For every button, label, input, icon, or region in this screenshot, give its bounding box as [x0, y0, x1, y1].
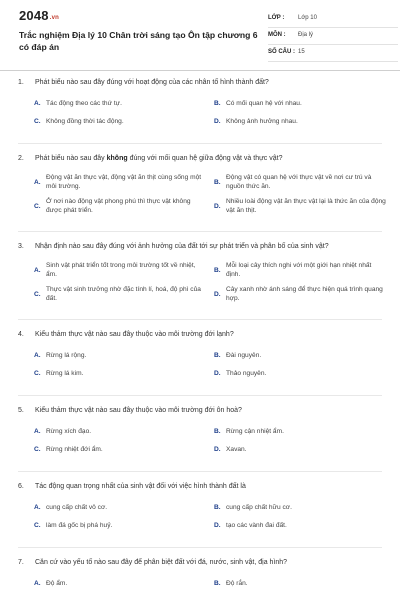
option-letter: C.	[34, 290, 41, 298]
option-text: Xavan.	[226, 445, 247, 453]
question-number: 1.	[18, 79, 24, 86]
question-text	[14, 330, 386, 340]
answer-option-c[interactable]	[34, 285, 206, 303]
option-text: Rừng nhiệt đới ẩm.	[46, 445, 103, 453]
answer-options	[14, 261, 386, 309]
option-text: Nhiều loài động vật ăn thực vật lại là thức ăn của động vật ăn thịt.	[226, 198, 386, 214]
option-text: Độ ẩm.	[46, 579, 68, 587]
answer-options	[14, 173, 386, 221]
answer-options	[14, 577, 386, 595]
option-letter: D.	[214, 369, 221, 377]
option-letter: B.	[214, 503, 221, 511]
meta-value: Địa lý	[298, 32, 314, 38]
question-divider	[18, 547, 382, 548]
answer-option-a[interactable]	[34, 173, 206, 191]
answer-option-b[interactable]	[214, 261, 386, 279]
answer-option-d[interactable]	[214, 197, 386, 215]
question-divider	[18, 395, 382, 396]
question-prompt: Kiểu thảm thực vật nào sau đây thuộc vào môi trường đới ôn hoà?	[35, 407, 242, 414]
prompt-part: đúng với mối quan hệ giữa động vật và thực vật?	[127, 155, 283, 162]
question-number: 4.	[18, 331, 24, 338]
question-text	[14, 78, 386, 88]
question-divider	[18, 319, 382, 320]
answer-option-a[interactable]	[34, 97, 206, 109]
answer-option-a[interactable]	[34, 501, 206, 513]
quiz-meta	[268, 13, 398, 64]
question-text	[14, 558, 386, 568]
question-3	[14, 242, 386, 309]
question-1	[14, 78, 386, 133]
option-letter: A.	[34, 579, 41, 587]
option-text: Rừng lá kim.	[46, 369, 84, 377]
answer-option-d[interactable]	[214, 115, 386, 127]
meta-key: SỐ CÂU :	[268, 49, 295, 55]
question-4	[14, 330, 386, 385]
answer-option-a[interactable]	[34, 261, 206, 279]
answer-option-c[interactable]	[34, 519, 206, 531]
option-letter: D.	[214, 202, 221, 210]
option-text: Có mối quan hệ với nhau.	[226, 99, 302, 107]
header-divider	[0, 70, 400, 71]
answer-option-d[interactable]	[214, 285, 386, 303]
option-text: Động vật có quan hệ với thực vật về nơi cư trú và nguồn thức ăn.	[226, 174, 372, 190]
option-letter: A.	[34, 427, 41, 435]
option-letter: B.	[214, 266, 221, 274]
option-letter: A.	[34, 178, 41, 186]
answer-option-b[interactable]	[214, 577, 386, 589]
option-text: Cây xanh nhờ ánh sáng để thực hiện quá trình quang hợp.	[226, 286, 383, 302]
option-text: cung cấp chất hữu cơ.	[226, 503, 292, 511]
question-prompt: Tác động quan trọng nhất của sinh vật đối với việc hình thành đất là	[35, 483, 246, 490]
question-6	[14, 482, 386, 537]
logo-domain: .vn	[49, 15, 60, 21]
option-letter: D.	[214, 117, 221, 125]
option-letter: C.	[34, 445, 41, 453]
meta-value: Lớp 10	[298, 15, 317, 21]
answer-option-b[interactable]	[214, 349, 386, 361]
question-text	[14, 406, 386, 416]
page-title: Trắc nghiệm Địa lý 10 Chân trời sáng tạo Ôn tập chương 6 có đáp án	[19, 30, 258, 52]
question-5	[14, 406, 386, 461]
question-prompt: Nhận định nào sau đây đúng với ảnh hưởng của đất tới sự phát triển và phân bố của sinh vật?	[35, 243, 329, 250]
question-number: 2.	[18, 155, 24, 162]
answer-option-c[interactable]	[34, 115, 206, 127]
option-text: Không ảnh hưởng nhau.	[226, 117, 298, 125]
question-divider	[18, 143, 382, 144]
question-text	[14, 482, 386, 492]
option-letter: C.	[34, 117, 41, 125]
option-letter: A.	[34, 351, 41, 359]
option-text: Ở nơi nào động vật phong phú thì thực vật không được phát triển.	[46, 198, 191, 214]
prompt-part: Phát biểu nào sau đây	[35, 155, 107, 162]
answer-option-b[interactable]	[214, 97, 386, 109]
question-divider	[18, 231, 382, 232]
answer-option-b[interactable]	[214, 173, 386, 191]
answer-option-a[interactable]	[34, 349, 206, 361]
option-text: Tác động theo các thứ tự.	[46, 99, 122, 107]
option-letter: D.	[214, 521, 221, 529]
answer-options	[14, 425, 386, 461]
option-letter: C.	[34, 202, 41, 210]
answer-option-a[interactable]	[34, 577, 206, 589]
question-prompt	[35, 154, 282, 164]
question-prompt: Phát biểu nào sau đây đúng với hoạt động của các nhân tố hình thành đất?	[35, 79, 269, 86]
question-number: 3.	[18, 243, 24, 250]
question-7	[14, 558, 386, 595]
answer-options	[14, 501, 386, 537]
option-text: Độ rắn.	[226, 579, 248, 587]
prompt-emphasis: không	[106, 155, 128, 162]
option-text: làm đá gốc bị phá huỷ.	[46, 521, 113, 529]
option-letter: A.	[34, 266, 41, 274]
answer-option-d[interactable]	[214, 443, 386, 455]
option-letter: B.	[214, 579, 221, 587]
option-text: Thực vật sinh trưởng nhờ đặc tính lí, hoá, độ phì của đất.	[46, 286, 201, 302]
answer-option-b[interactable]	[214, 425, 386, 437]
meta-count	[268, 47, 398, 62]
answer-option-c[interactable]	[34, 367, 206, 379]
option-letter: C.	[34, 369, 41, 377]
option-text: Rừng cận nhiệt ẩm.	[226, 427, 284, 435]
option-text: tạo các vành đai đất.	[226, 521, 287, 529]
question-number: 6.	[18, 483, 24, 490]
question-2	[14, 154, 386, 221]
option-letter: B.	[214, 178, 221, 186]
option-letter: B.	[214, 99, 221, 107]
question-number: 7.	[18, 559, 24, 566]
option-text: Thảo nguyên.	[226, 369, 267, 377]
option-letter: D.	[214, 445, 221, 453]
option-letter: A.	[34, 99, 41, 107]
answer-option-c[interactable]	[34, 443, 206, 455]
option-text: cung cấp chất vô cơ.	[46, 503, 108, 511]
question-prompt: Căn cứ vào yếu tố nào sau đây để phân biệt đất với đá, nước, sinh vật, địa hình?	[35, 559, 288, 566]
option-letter: B.	[214, 351, 221, 359]
meta-subject	[268, 30, 398, 45]
logo-text: 2048	[19, 8, 49, 23]
question-divider	[18, 471, 382, 472]
meta-value: 15	[298, 49, 305, 55]
question-list	[14, 78, 386, 605]
option-text: Mỗi loại cây thích nghi với một giới hạn nhiệt nhất định.	[226, 262, 372, 278]
option-text: Đài nguyên.	[226, 351, 262, 359]
question-prompt: Kiểu thảm thực vật nào sau đây thuộc vào môi trường đới lạnh?	[35, 331, 234, 338]
site-logo[interactable]	[19, 8, 59, 23]
option-letter: C.	[34, 521, 41, 529]
answer-option-c[interactable]	[34, 197, 206, 215]
question-text	[14, 242, 386, 252]
option-text: Không đồng thời tác động.	[46, 117, 124, 125]
option-text: Rừng xích đạo.	[46, 427, 92, 435]
option-letter: A.	[34, 503, 41, 511]
question-text	[14, 154, 386, 164]
meta-key: LỚP :	[268, 15, 285, 21]
option-text: Động vật ăn thực vật, động vật ăn thịt cùng sống một môi trường.	[46, 174, 202, 190]
meta-key: MÔN :	[268, 32, 286, 38]
answer-option-d[interactable]	[214, 519, 386, 531]
page-header	[14, 0, 386, 66]
option-text: Sinh vật phát triển tốt trong môi trường tốt về nhiệt, ẩm.	[46, 262, 196, 278]
answer-options	[14, 97, 386, 133]
option-letter: B.	[214, 427, 221, 435]
option-text: Rừng lá rộng.	[46, 351, 87, 359]
answer-options	[14, 349, 386, 385]
meta-class	[268, 13, 398, 28]
answer-option-b[interactable]	[214, 501, 386, 513]
answer-option-a[interactable]	[34, 425, 206, 437]
question-number: 5.	[18, 407, 24, 414]
answer-option-d[interactable]	[214, 367, 386, 379]
option-letter: D.	[214, 290, 221, 298]
